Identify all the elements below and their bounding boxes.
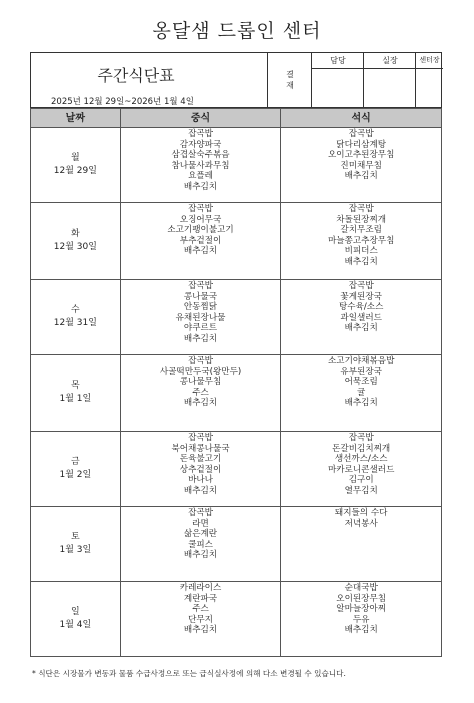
sign-label: 담당 bbox=[312, 53, 364, 69]
day-cell bbox=[31, 507, 121, 582]
menu-item: 쿨피스 bbox=[188, 539, 213, 550]
menu-item: 비피더스 bbox=[344, 246, 378, 257]
menu-item: 잡곡밥 bbox=[348, 281, 374, 291]
weekday: 수 bbox=[70, 305, 80, 315]
menu-item: 배추김치 bbox=[344, 398, 378, 409]
menu-item: 오이된장무침 bbox=[336, 593, 387, 604]
menu-item: 잡곡밥 bbox=[348, 204, 374, 214]
col-date: 날짜 bbox=[31, 109, 121, 128]
lunch-cell bbox=[120, 432, 281, 507]
day-row bbox=[31, 280, 442, 355]
dinner-cell bbox=[281, 582, 442, 657]
menu-item: 소고기팽이불고기 bbox=[167, 225, 234, 236]
menu-item: 상추겉절이 bbox=[179, 464, 222, 475]
menu-item: 잡곡밥 bbox=[188, 129, 213, 139]
menu-item: 감자양파국 bbox=[179, 139, 222, 150]
menu-item: 요플레 bbox=[188, 171, 213, 182]
menu-item: 배추김치 bbox=[183, 333, 218, 344]
menu-item: 순대국밥 bbox=[344, 583, 378, 593]
menu-item: 배추김치 bbox=[183, 485, 218, 496]
menu-item: 돈육불고기 bbox=[179, 454, 222, 465]
menu-item: 삼겹살숙주볶음 bbox=[171, 150, 230, 161]
date: 1월 1일 bbox=[59, 394, 92, 404]
menu-item: 유채된장나물 bbox=[175, 312, 226, 323]
footnote: * 식단은 시장물가 변동과 물품 수급사정으로 또는 급식실사정에 의해 다소 변경될 수 있습니다. bbox=[32, 669, 346, 678]
day-cell bbox=[31, 280, 121, 355]
menu-item: 진미채무침 bbox=[340, 160, 382, 171]
dinner-cell bbox=[281, 280, 442, 355]
day-row bbox=[31, 432, 442, 507]
menu-item: 삶은계란 bbox=[183, 529, 218, 540]
approval-text: 결 재 bbox=[286, 70, 294, 90]
menu-item: 소고기야채볶음밥 bbox=[327, 356, 395, 366]
menu-item: 잡곡밥 bbox=[188, 281, 213, 291]
menu-item: 주스 bbox=[192, 604, 209, 615]
day-cell bbox=[31, 432, 121, 507]
menu-item: 배추김치 bbox=[183, 625, 218, 636]
menu-item: 야쿠르트 bbox=[183, 323, 218, 334]
menu-item: 안동찜닭 bbox=[183, 302, 218, 313]
menu-item: 배추김치 bbox=[344, 171, 378, 182]
menu-item: 어묵조림 bbox=[344, 377, 378, 388]
center-title: 옹달샘 드롭인 센터 bbox=[152, 20, 322, 42]
dinner-cell bbox=[281, 128, 442, 203]
sign-label: 센터장 bbox=[416, 53, 443, 69]
day-row bbox=[31, 355, 442, 432]
lunch-cell bbox=[120, 582, 281, 657]
menu-item: 탕수육/소스 bbox=[338, 302, 384, 313]
day-cell bbox=[31, 355, 121, 432]
menu-item: 두유 bbox=[352, 614, 370, 625]
menu-item: 북어채콩나물국 bbox=[171, 443, 230, 454]
menu-item: 꽃게된장국 bbox=[340, 291, 382, 302]
menu-item: 잡곡밥 bbox=[348, 433, 374, 443]
day-row bbox=[31, 203, 442, 280]
lunch-cell bbox=[120, 507, 281, 582]
menu-item: 열무김치 bbox=[344, 485, 378, 496]
date: 12월 30일 bbox=[53, 242, 97, 252]
weekday: 일 bbox=[70, 607, 80, 617]
sign-manager bbox=[363, 53, 416, 107]
approval-label bbox=[267, 53, 312, 107]
date: 1월 2일 bbox=[59, 470, 92, 480]
menu-item: 배추김치 bbox=[183, 550, 218, 561]
day-row bbox=[31, 507, 442, 582]
menu-item: 차돌된장찌개 bbox=[336, 214, 387, 225]
day-row bbox=[31, 582, 442, 657]
menu-item: 잡곡밥 bbox=[188, 508, 213, 518]
menu-item: 잡곡밥 bbox=[348, 129, 374, 139]
menu-item: 과일샐러드 bbox=[340, 312, 382, 323]
period-text: 2025년 12월 29일~2026년 1월 4일 bbox=[51, 97, 194, 107]
menu-item: 주스 bbox=[192, 387, 209, 398]
menu-item: 배추김치 bbox=[183, 398, 218, 409]
menu-item: 저녁봉사 bbox=[344, 518, 378, 529]
menu-item: 배추김치 bbox=[183, 246, 218, 257]
menu-item: 잡곡밥 bbox=[188, 356, 213, 366]
menu-item: 콩나물무침 bbox=[179, 377, 222, 388]
menu-item: 배추김치 bbox=[344, 625, 378, 636]
weekday: 토 bbox=[70, 532, 80, 542]
menu-item: 마카로니콘샐러드 bbox=[327, 464, 395, 475]
day-cell bbox=[31, 582, 121, 657]
lunch-cell bbox=[120, 355, 281, 432]
day-cell bbox=[31, 128, 121, 203]
menu-item: 돈갈비김치찌개 bbox=[332, 443, 391, 454]
date: 1월 3일 bbox=[59, 545, 92, 555]
weekday: 화 bbox=[70, 229, 80, 239]
menu-item: 배추김치 bbox=[183, 181, 218, 192]
lunch-cell bbox=[120, 280, 281, 355]
date: 1월 4일 bbox=[59, 620, 92, 630]
dinner-cell bbox=[281, 432, 442, 507]
menu-item: 닭다리삼계탕 bbox=[336, 139, 387, 150]
menu-item: 잡곡밥 bbox=[188, 433, 213, 443]
weekday: 목 bbox=[70, 381, 80, 391]
menu-item: 부추겉절이 bbox=[179, 235, 222, 246]
weekday: 금 bbox=[70, 457, 80, 467]
menu-item: 배추김치 bbox=[344, 323, 378, 334]
menu-table bbox=[30, 108, 442, 657]
menu-item: 오징어무국 bbox=[179, 214, 222, 225]
sign-label: 실장 bbox=[364, 53, 416, 69]
menu-item: 알마늘장아찌 bbox=[336, 604, 387, 615]
menu-item: 단무지 bbox=[188, 614, 213, 625]
dinner-cell bbox=[281, 355, 442, 432]
menu-item: 계란파국 bbox=[183, 593, 218, 604]
menu-item: 유부된장국 bbox=[340, 366, 382, 377]
menu-item: 귤 bbox=[357, 387, 366, 398]
menu-item: 갈치무조림 bbox=[340, 225, 382, 236]
sign-staff bbox=[311, 53, 364, 107]
date: 12월 29일 bbox=[53, 166, 97, 176]
day-row bbox=[31, 128, 442, 203]
menu-item: 사골떡만두국(왕만두) bbox=[159, 366, 242, 377]
menu-item: 배추김치 bbox=[344, 256, 378, 267]
menu-title: 주간식단표 bbox=[97, 66, 175, 85]
dinner-cell bbox=[281, 507, 442, 582]
lunch-cell bbox=[120, 128, 281, 203]
lunch-cell bbox=[120, 203, 281, 280]
menu-item: 카레라이스 bbox=[179, 583, 222, 593]
date: 12월 31일 bbox=[53, 318, 97, 328]
menu-item: 콩나물국 bbox=[183, 291, 218, 302]
weekday: 월 bbox=[70, 153, 80, 163]
dinner-cell bbox=[281, 203, 442, 280]
menu-item: 바나나 bbox=[188, 475, 213, 486]
menu-item: 오이고추된장무침 bbox=[327, 150, 395, 161]
menu-item: 라면 bbox=[192, 518, 209, 529]
sign-director bbox=[415, 53, 443, 107]
menu-item: 김구이 bbox=[348, 475, 374, 486]
menu-item: 생선까스/소스 bbox=[334, 454, 388, 465]
col-dinner: 석식 bbox=[281, 109, 442, 128]
menu-item: 돼지들의 수다 bbox=[334, 508, 388, 518]
header-box bbox=[30, 52, 442, 108]
menu-item: 잡곡밥 bbox=[188, 204, 213, 214]
day-cell bbox=[31, 203, 121, 280]
menu-item: 마늘쫑고추장무침 bbox=[327, 235, 395, 246]
col-lunch: 중식 bbox=[120, 109, 281, 128]
menu-item: 참나물사과무침 bbox=[171, 160, 230, 171]
